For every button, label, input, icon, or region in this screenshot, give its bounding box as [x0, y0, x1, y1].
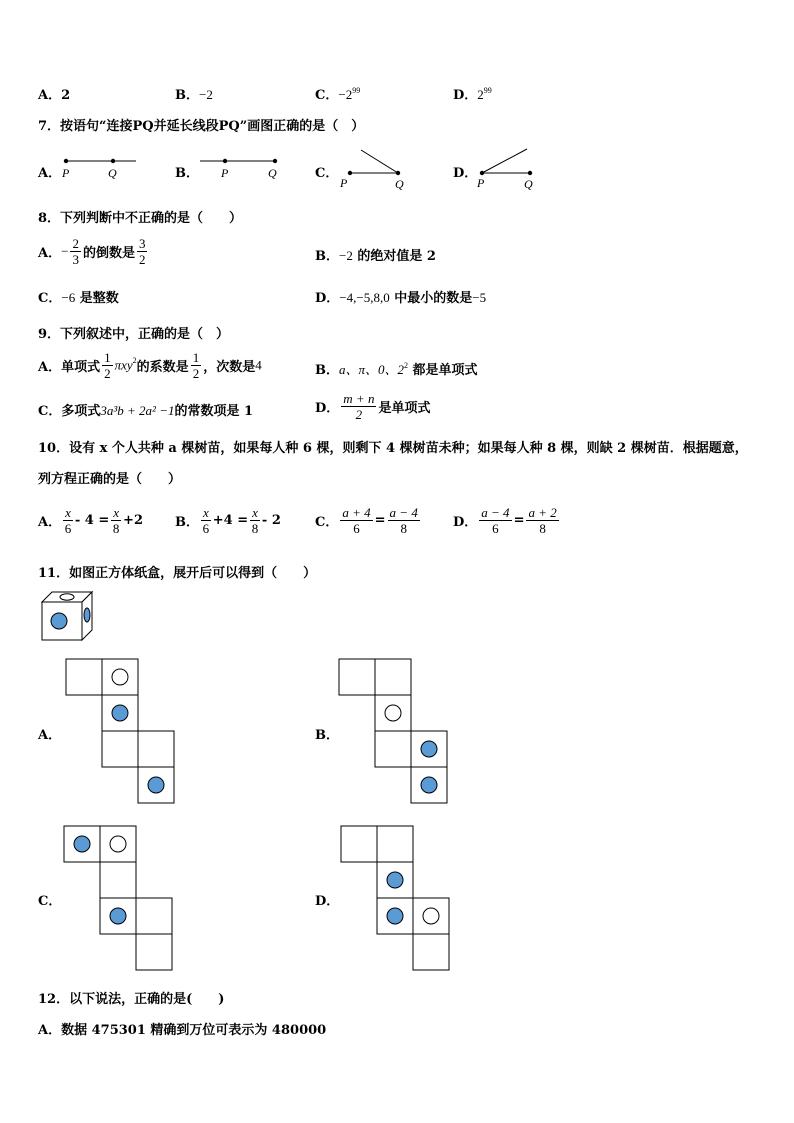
q10-option-c: C． $\frac{a + 4}{6}$ = $\frac{a - 4}{8}$ — [315, 505, 418, 536]
net-b — [337, 656, 452, 806]
q7-figure-a — [58, 152, 143, 182]
net-d — [339, 823, 454, 973]
q10-option-b: B． $\frac{x}{6}$ +4 = $\frac{x}{8}$ - 2 — [175, 505, 281, 536]
q8-stem: 8．下列判断中不正确的是（ ） — [38, 211, 243, 226]
q11-c-label: C． — [38, 894, 62, 909]
q12-stem: 12．以下说法，正确的是( ) — [38, 992, 225, 1007]
cube-front-filled-circle — [51, 613, 67, 629]
q6-option-d: D．$2^{99}$ — [453, 86, 492, 103]
q7-a-p: P — [62, 166, 70, 180]
q9-option-d: D． $\frac{m + n}{2}$ 是单项式 — [315, 391, 431, 422]
q7-c-p: P — [340, 176, 348, 190]
q10-stem-line2: 列方程正确的是（ ） — [38, 472, 182, 487]
q9-option-b: B．a、π、0、$2^2$ 都是单项式 — [315, 361, 478, 378]
q7-b-label: B． — [175, 166, 199, 181]
q8-option-a: A．− $\frac{2}{3}$ 的倒数是 $\frac{3}{2}$ — [38, 236, 146, 267]
q6-option-b: B．−2 — [175, 87, 213, 103]
q7-figure-c — [335, 144, 415, 192]
q7-a-q: Q — [108, 166, 117, 180]
q11-stem: 11．如图正方体纸盒，展开后可以得到（ ） — [38, 566, 317, 581]
q7-d-q: Q — [524, 177, 533, 191]
q7-c-q: Q — [395, 177, 404, 191]
q7-d-label: D． — [453, 166, 478, 181]
q9-option-c: C．多项式3a³b + 2a² −1的常数项是 1 — [38, 403, 254, 419]
q6-option-c: C．$-2^{99}$ — [315, 86, 361, 103]
q7-a-label: A． — [38, 166, 62, 181]
q10-option-a: A． $\frac{x}{6}$ - 4 = $\frac{x}{8}$ +2 — [38, 505, 143, 536]
q7-figure-b — [195, 152, 285, 182]
q10-stem-line1: 10．设有 x 个人共种 a 棵树苗，如果每人种 6 棵，则剩下 4 棵树苗未种；如果每人种 8 棵，则缺 2 棵树苗．根据题意， — [38, 441, 748, 456]
cube-side-filled-circle — [84, 608, 90, 622]
q7-b-p: P — [221, 166, 229, 180]
q11-a-label: A． — [38, 728, 62, 743]
q9-option-a: A．单项式 $\frac{1}{2}$ πxy$^2$的系数是 $\frac{1}{2}$ ，次数是4 — [38, 350, 262, 381]
q10-option-d: D． $\frac{a - 4}{6}$ = $\frac{a + 2}{8}$ — [453, 505, 557, 536]
q9-stem: 9．下列叙述中，正确的是（ ） — [38, 327, 230, 342]
q11-b-label: B． — [315, 728, 339, 743]
q8-option-c: C．−6 是整数 — [38, 290, 119, 306]
net-a — [64, 656, 179, 806]
q8-option-b: B．−2 的绝对值是 2 — [315, 248, 436, 264]
q6-option-a: A．2 — [38, 88, 71, 103]
cube-figure — [40, 590, 95, 642]
q7-d-p: P — [477, 176, 485, 190]
net-c — [62, 823, 177, 973]
q7-b-q: Q — [268, 166, 277, 180]
q7-figure-d — [472, 144, 552, 192]
cube-top-empty-circle — [60, 594, 74, 600]
q7-c-label: C． — [315, 166, 339, 181]
q7-stem: 7．按语句“连接PQ并延长线段PQ”画图正确的是（ ） — [38, 119, 365, 134]
q11-d-label: D． — [315, 894, 340, 909]
q8-option-d: D．−4,−5,8,0 中最小的数是−5 — [315, 290, 487, 306]
q12-option-a: A．数据 475301 精确到万位可表示为 480000 — [38, 1023, 327, 1038]
